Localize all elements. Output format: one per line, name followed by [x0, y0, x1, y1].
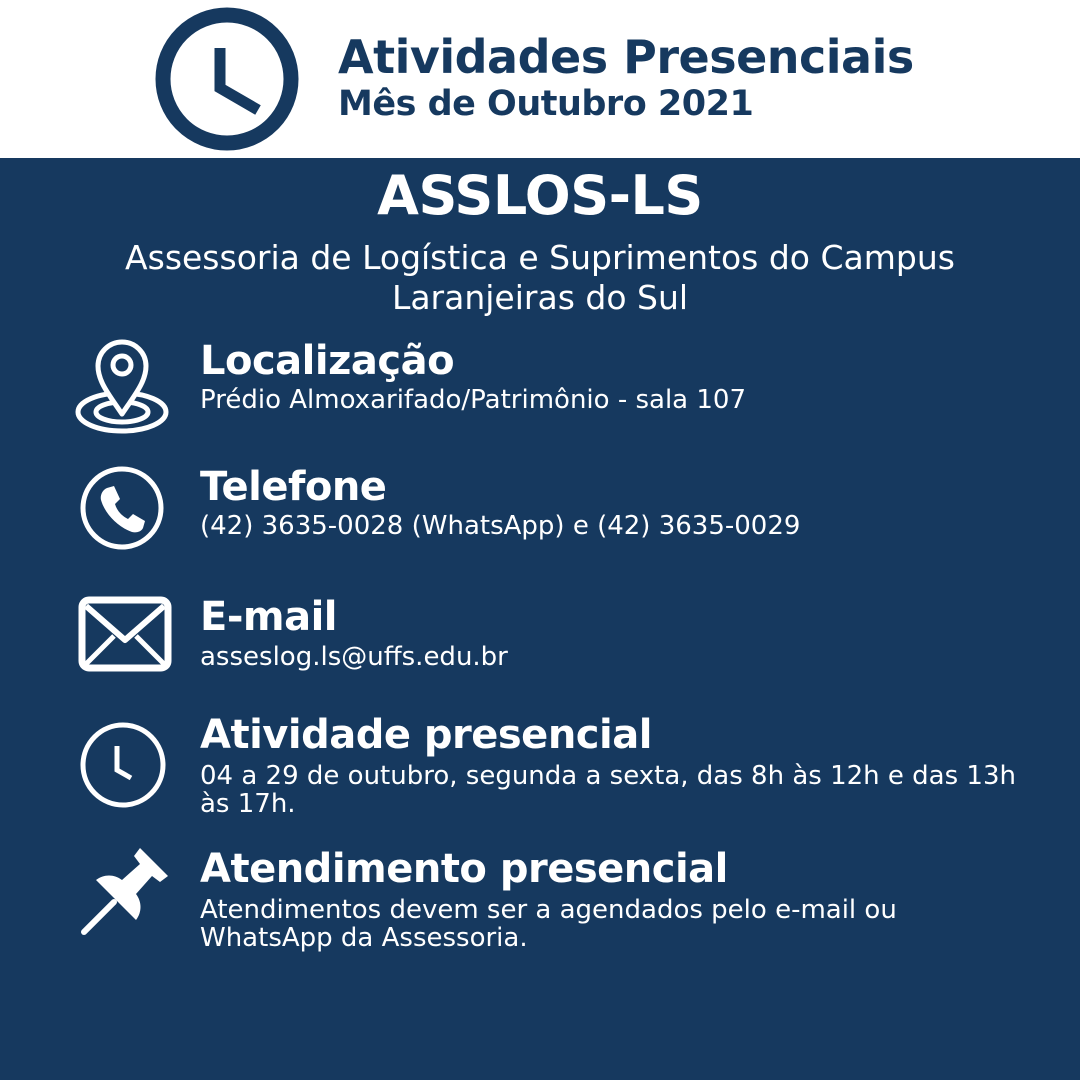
phone-icon [78, 464, 166, 552]
clock-icon [154, 6, 300, 152]
envelope-icon [78, 596, 172, 672]
clock-icon [78, 720, 168, 810]
phone-text: (42) 3635-0028 (WhatsApp) e (42) 3635-0029 [200, 511, 801, 541]
phone-heading: Telefone [200, 464, 387, 510]
activity-text: 04 a 29 de outubro, segunda a sexta, das 8h às 12h e das 13h às 17h. [200, 761, 1016, 819]
location-pin-icon [74, 338, 170, 434]
email-text[interactable]: asseslog.ls@uffs.edu.br [200, 642, 508, 672]
header-banner [0, 0, 1080, 158]
location-text: Prédio Almoxarifado/Patrimônio - sala 107 [200, 385, 746, 415]
page-title: Atividades Presenciais [338, 30, 914, 84]
service-text: Atendimentos devem ser a agendados pelo e-mail ou WhatsApp da Assessoria. [200, 895, 897, 953]
service-heading: Atendimento presencial [200, 846, 728, 892]
activity-heading: Atividade presencial [200, 712, 652, 758]
email-heading: E-mail [200, 594, 338, 640]
org-name: Assessoria de Logística e Suprimentos do Campus Laranjeiras do Sul [125, 238, 955, 317]
pushpin-icon [80, 846, 170, 936]
page-subtitle: Mês de Outubro 2021 [338, 84, 754, 124]
location-heading: Localização [200, 338, 455, 384]
org-acronym: ASSLOS-LS [377, 164, 703, 227]
